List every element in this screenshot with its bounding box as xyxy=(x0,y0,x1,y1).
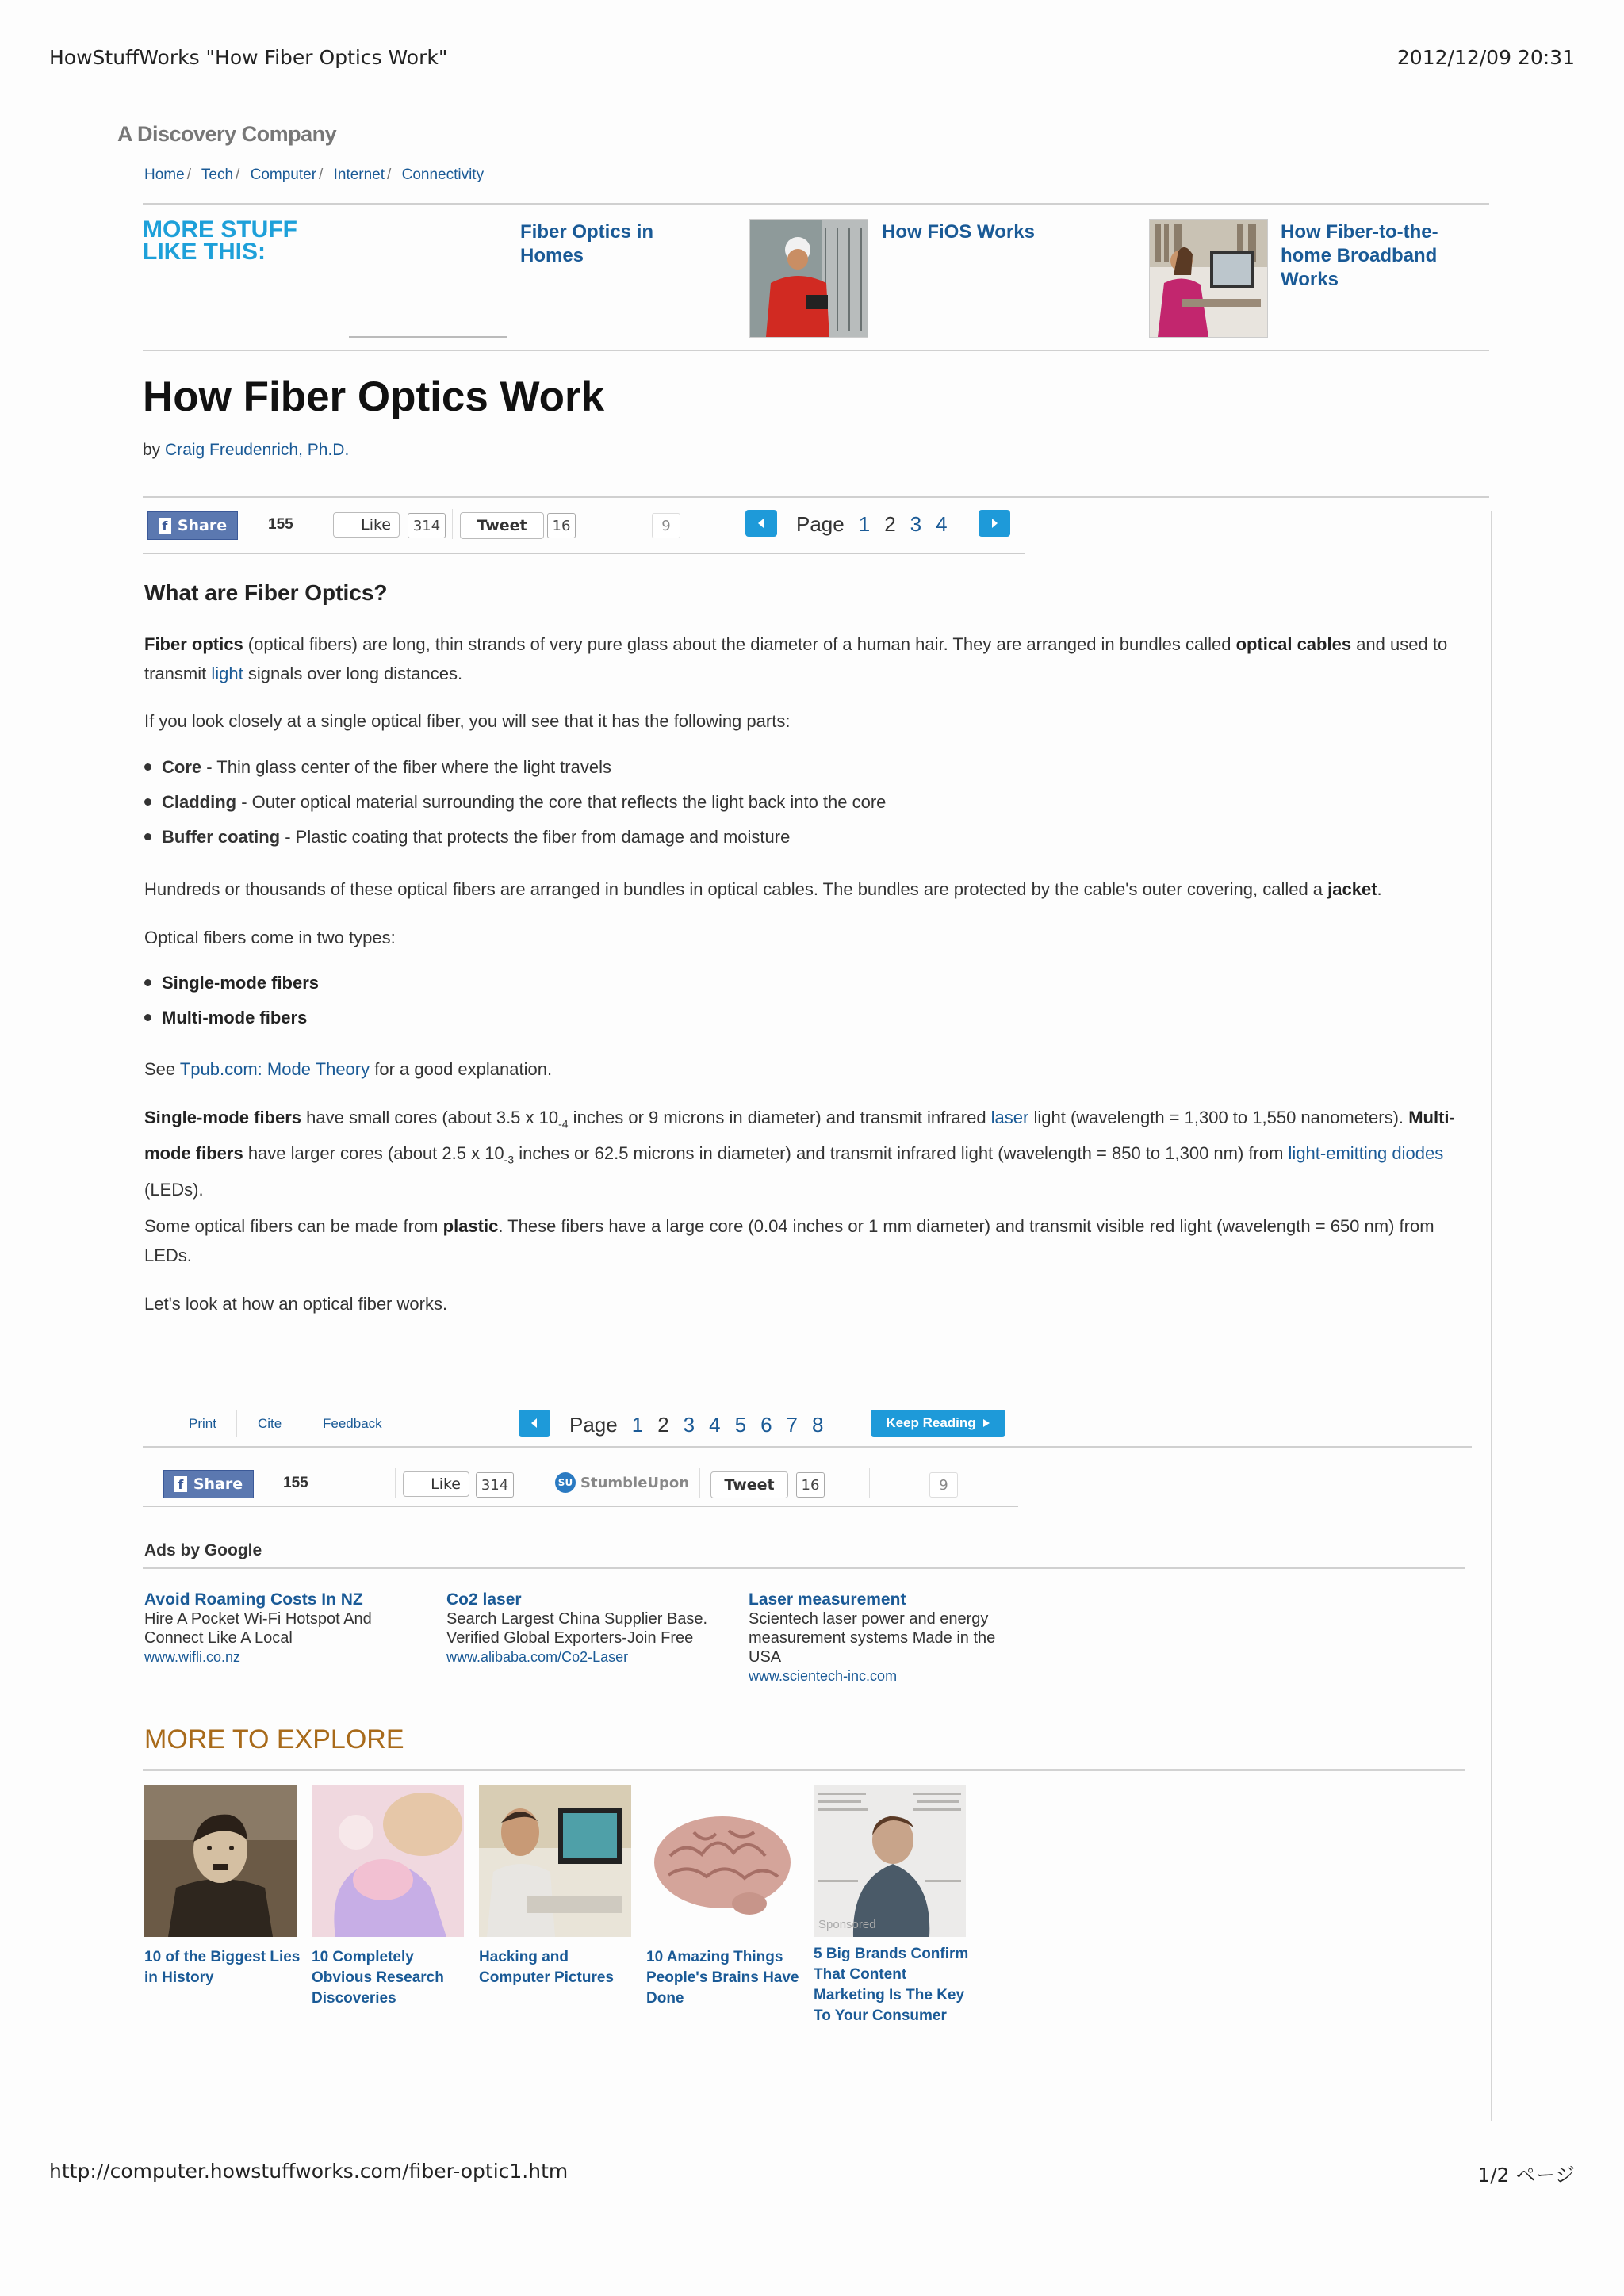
page-link-5[interactable]: 5 xyxy=(734,1413,747,1437)
divider xyxy=(143,1567,1465,1569)
related-title-line: How FiOS Works xyxy=(882,221,1035,243)
divider xyxy=(395,1468,396,1498)
term-optical-cables: optical cables xyxy=(1235,634,1352,654)
text: inches or 62.5 microns in diameter) and transmit infrared light (wavelength = 850 to 1,300 nm) from xyxy=(514,1143,1289,1164)
list-item xyxy=(144,1008,307,1028)
pager-top xyxy=(796,512,948,537)
ad-url: www.wifli.co.nz xyxy=(144,1649,241,1665)
byline-prefix: by xyxy=(143,441,161,459)
text: signals over long distances. xyxy=(243,664,463,683)
keep-reading-button[interactable] xyxy=(871,1410,1005,1437)
page-link-4[interactable]: 4 xyxy=(936,512,948,536)
explore-thumbnail-brain[interactable] xyxy=(646,1785,799,1937)
paragraph-types-intro: Optical fibers come in two types: xyxy=(144,928,396,947)
article-title: How Fiber Optics Work xyxy=(143,373,605,420)
share-count: 155 xyxy=(268,516,293,533)
list-item xyxy=(144,827,790,848)
tweet-button[interactable] xyxy=(710,1471,788,1498)
page-link-8[interactable]: 8 xyxy=(812,1413,824,1437)
tweet-label: Tweet xyxy=(724,1476,775,1494)
explore-thumbnail-hacking[interactable] xyxy=(479,1785,631,1937)
arrow-right-icon xyxy=(989,518,1000,529)
breadcrumb-separator: / xyxy=(319,166,324,183)
link-tpub-mode-theory[interactable]: Tpub.com: Mode Theory xyxy=(179,1059,370,1079)
text: . xyxy=(1377,879,1382,899)
paragraph-parts-intro: If you look closely at a single optical fiber, you will see that it has the following parts: xyxy=(144,711,791,731)
page-link-1[interactable]: 1 xyxy=(631,1413,644,1437)
tweet-label: Tweet xyxy=(477,517,527,534)
paragraph-lets-look: Let's look at how an optical fiber works. xyxy=(144,1294,448,1314)
explore-title[interactable]: 10 Completely Obvious Research Discoveries xyxy=(312,1949,444,2007)
like-count: 314 xyxy=(476,1472,514,1498)
print-link[interactable]: Print xyxy=(189,1416,216,1431)
print-page-indicator: 1/2 ページ xyxy=(1477,2164,1575,2187)
page-link-4[interactable]: 4 xyxy=(709,1413,721,1437)
related-fiber-optics-homes[interactable] xyxy=(520,220,695,268)
sponsored-label: Sponsored xyxy=(818,1918,876,1931)
arrow-left-icon xyxy=(529,1418,540,1429)
discovery-logo-text: A Discovery Company xyxy=(117,122,337,146)
related-title-line: Homes xyxy=(520,245,584,266)
keep-reading-label: Keep Reading xyxy=(886,1415,976,1430)
text: Multi-mode fibers xyxy=(162,1008,308,1027)
page-link-3[interactable]: 3 xyxy=(683,1413,695,1437)
explore-title[interactable]: Hacking and Computer Pictures xyxy=(479,1949,614,1986)
text: (LEDs). xyxy=(144,1179,204,1200)
print-doc-title: HowStuffWorks "How Fiber Optics Work" xyxy=(49,46,448,69)
text: - Thin glass center of the fiber where the light travels xyxy=(201,757,611,777)
more-stuff-heading xyxy=(143,216,297,265)
tweet-count: 16 xyxy=(796,1472,825,1498)
breadcrumb xyxy=(144,166,484,184)
paragraph-see xyxy=(144,1054,1477,1084)
divider xyxy=(143,496,1489,498)
related-how-fios-works[interactable] xyxy=(882,220,1088,244)
term-fiber-optics: Fiber optics xyxy=(144,634,243,654)
ad-item[interactable] xyxy=(446,1590,716,1667)
stumbleupon-label: StumbleUpon xyxy=(580,1474,690,1491)
divider xyxy=(143,553,1025,554)
divider xyxy=(143,350,1489,351)
related-title-line: Works xyxy=(1281,269,1339,290)
link-light[interactable]: light xyxy=(211,664,243,683)
breadcrumb-connectivity[interactable]: Connectivity xyxy=(401,166,485,183)
explore-thumbnail-brands[interactable] xyxy=(814,1785,966,1937)
like-button[interactable] xyxy=(333,512,400,538)
divider xyxy=(349,336,508,338)
prev-page-button[interactable] xyxy=(519,1410,550,1437)
play-arrow-icon xyxy=(982,1418,990,1428)
page-link-7[interactable]: 7 xyxy=(786,1413,799,1437)
share-count: 155 xyxy=(283,1475,308,1491)
text: for a good explanation. xyxy=(370,1059,553,1079)
fiber-to-home-thumbnail[interactable] xyxy=(1149,219,1268,338)
text: See xyxy=(144,1059,180,1079)
exponent: -4 xyxy=(558,1117,569,1131)
cite-link[interactable]: Cite xyxy=(258,1416,282,1431)
breadcrumb-home[interactable]: Home xyxy=(144,166,185,183)
more-stuff-heading-line2: LIKE THIS: xyxy=(143,239,266,265)
text: inches or 9 microns in diameter) and transmit infrared xyxy=(568,1108,991,1127)
breadcrumb-tech[interactable]: Tech xyxy=(201,166,234,183)
facebook-icon: f xyxy=(159,518,171,534)
like-count: 314 xyxy=(408,513,446,538)
breadcrumb-separator: / xyxy=(387,166,392,183)
text: have small cores (about 3.5 x 10 xyxy=(301,1108,559,1127)
paragraph-modes xyxy=(144,1103,1477,1205)
ad-url: www.alibaba.com/Co2-Laser xyxy=(446,1649,629,1665)
page-link-1[interactable]: 1 xyxy=(858,512,871,536)
related-title-line: Fiber Optics in xyxy=(520,221,654,243)
content-right-border xyxy=(1491,511,1492,2121)
discovery-logo[interactable] xyxy=(117,122,336,147)
exponent: -3 xyxy=(504,1153,515,1166)
ad-item[interactable] xyxy=(749,1590,1018,1686)
stumbleupon-button[interactable] xyxy=(555,1472,689,1493)
breadcrumb-separator: / xyxy=(236,166,240,183)
paragraph-jacket xyxy=(144,874,1477,904)
explore-title[interactable]: 10 Amazing Things People's Brains Have Done xyxy=(646,1949,799,2007)
share-label: Share xyxy=(177,517,228,534)
page-link-2-current: 2 xyxy=(884,512,896,536)
explore-title[interactable]: 5 Big Brands Confirm That Content Marketing Is The Key To Your Consumer xyxy=(814,1946,969,2024)
like-label: Like xyxy=(431,1475,461,1493)
stumbleupon-icon: SU xyxy=(555,1472,576,1493)
like-button[interactable] xyxy=(403,1471,469,1497)
text: - Plastic coating that protects the fiber from damage and moisture xyxy=(280,827,791,847)
fios-technician-thumbnail[interactable] xyxy=(749,219,868,338)
term: Core xyxy=(162,757,202,777)
text: . These fibers have a large core (0.04 inches or 1 mm diameter) and transmit visible red light (wavelength = 650 nm) from LEDs. xyxy=(144,1216,1434,1265)
divider xyxy=(143,1769,1465,1771)
related-fiber-to-home[interactable] xyxy=(1281,220,1487,292)
ad-description: Scientech laser power and energy measurement systems Made in the USA xyxy=(749,1610,996,1666)
term-jacket: jacket xyxy=(1327,879,1377,899)
list-item xyxy=(144,973,319,993)
page-link-6[interactable]: 6 xyxy=(760,1413,772,1437)
term: Cladding xyxy=(162,792,237,812)
divider xyxy=(143,1506,1018,1507)
like-label: Like xyxy=(361,516,391,534)
link-light-emitting-diodes[interactable]: light-emitting diodes xyxy=(1288,1143,1444,1164)
divider xyxy=(143,203,1489,205)
divider xyxy=(143,1446,1472,1448)
byline xyxy=(143,441,349,460)
explore-thumbnail-hitler[interactable] xyxy=(144,1785,297,1937)
print-timestamp: 2012/12/09 20:31 xyxy=(1396,46,1575,69)
ad-item[interactable] xyxy=(144,1590,414,1667)
related-title-line: home Broadband xyxy=(1281,245,1438,266)
next-page-button[interactable] xyxy=(979,510,1010,537)
paragraph-plastic xyxy=(144,1211,1477,1270)
text: and used to transmit xyxy=(144,634,1448,683)
ad-title: Co2 laser xyxy=(446,1590,522,1609)
text: Single-mode fibers xyxy=(162,973,320,993)
ad-description: Search Largest China Supplier Base. Verified Global Exporters-Join Free xyxy=(446,1610,708,1647)
page-label: Page xyxy=(796,512,845,536)
breadcrumb-internet[interactable]: Internet xyxy=(333,166,385,183)
more-stuff-heading-line1: MORE STUFF xyxy=(143,216,297,243)
more-to-explore-heading: MORE TO EXPLORE xyxy=(144,1724,404,1755)
divider xyxy=(236,1410,237,1437)
text: Some optical fibers can be made from xyxy=(144,1216,443,1236)
page-label: Page xyxy=(569,1413,618,1437)
facebook-icon: f xyxy=(174,1476,187,1492)
term-plastic: plastic xyxy=(442,1216,499,1236)
tweet-button[interactable] xyxy=(460,512,544,539)
pager-bottom xyxy=(569,1413,823,1437)
page-link-2-current: 2 xyxy=(657,1413,669,1437)
text: - Outer optical material surrounding the core that reflects the light back into the core xyxy=(236,792,887,812)
tweet-count: 16 xyxy=(547,513,576,538)
divider xyxy=(452,509,453,539)
ads-heading: Ads by Google xyxy=(144,1541,262,1559)
divider xyxy=(869,1468,870,1498)
prev-page-button[interactable] xyxy=(745,510,777,537)
breadcrumb-separator: / xyxy=(186,166,191,183)
plusone-count: 9 xyxy=(652,513,680,538)
arrow-left-icon xyxy=(756,518,767,529)
ad-title: Laser measurement xyxy=(749,1590,906,1609)
ad-url: www.scientech-inc.com xyxy=(749,1668,898,1684)
text: have larger cores (about 2.5 x 10 xyxy=(243,1143,504,1164)
author-link[interactable]: Craig Freudenrich, Ph.D. xyxy=(165,441,350,459)
text: (optical fibers) are long, thin strands of very pure glass about the diameter of a human hair. They are arranged in bundles called xyxy=(243,634,1236,654)
term-multi-mode: Multi-mode fibers xyxy=(144,1108,1455,1164)
list-item xyxy=(144,792,886,813)
facebook-share-button[interactable] xyxy=(147,511,238,540)
related-title-line: How Fiber-to-the- xyxy=(1281,221,1438,243)
text: light (wavelength = 1,300 to 1,550 nanometers). xyxy=(1028,1108,1404,1127)
divider xyxy=(699,1468,700,1498)
page-link-3[interactable]: 3 xyxy=(910,512,922,536)
plusone-count: 9 xyxy=(929,1472,958,1498)
facebook-share-button[interactable] xyxy=(163,1470,254,1498)
print-url: http://computer.howstuffworks.com/fiber-optic1.htm xyxy=(49,2160,569,2183)
explore-thumbnail-research[interactable] xyxy=(312,1785,464,1937)
section-heading: What are Fiber Optics? xyxy=(144,580,388,605)
text: Hundreds or thousands of these optical fibers are arranged in bundles in optical cables. The bundles are protected by the cable's outer covering, called a xyxy=(144,879,1328,899)
paragraph-intro xyxy=(144,629,1477,688)
breadcrumb-computer[interactable]: Computer xyxy=(250,166,317,183)
list-item xyxy=(144,757,611,778)
ad-description: Hire A Pocket Wi-Fi Hotspot And Connect Like A Local xyxy=(144,1610,372,1647)
link-laser[interactable]: laser xyxy=(990,1108,1029,1127)
term: Buffer coating xyxy=(162,827,281,847)
feedback-link[interactable]: Feedback xyxy=(323,1416,382,1431)
share-label: Share xyxy=(193,1475,243,1493)
explore-title[interactable]: 10 of the Biggest Lies in History xyxy=(144,1949,301,1986)
term-single-mode: Single-mode fibers xyxy=(144,1108,302,1127)
ad-title: Avoid Roaming Costs In NZ xyxy=(144,1590,363,1609)
